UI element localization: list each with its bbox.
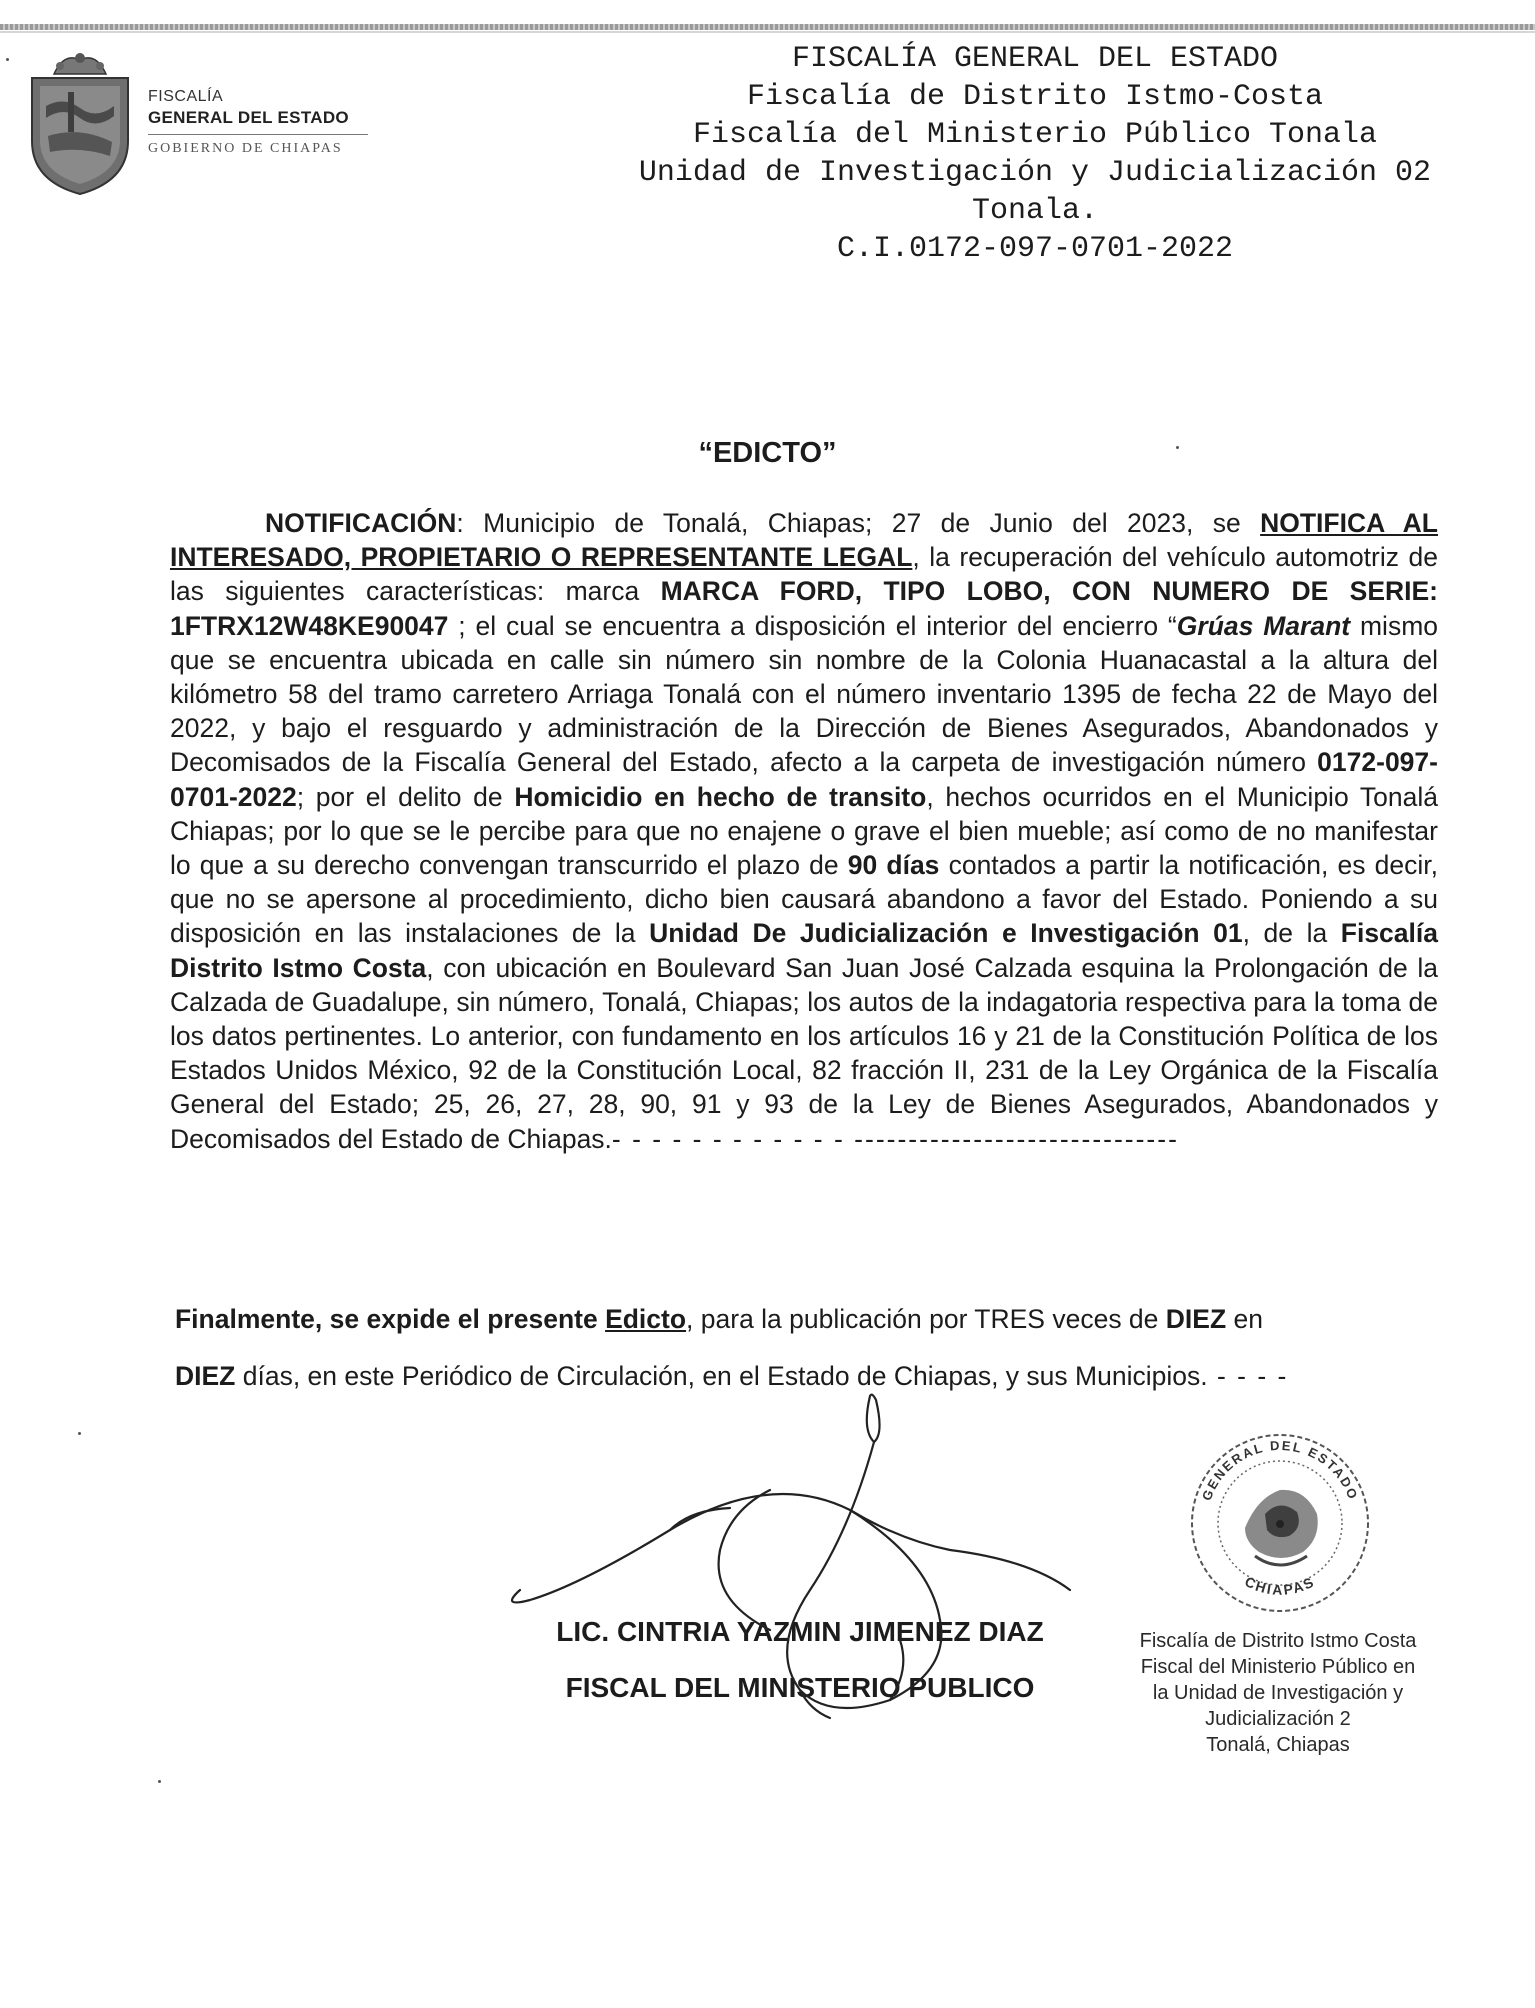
final-dash-filler: - - - - [1207,1361,1289,1391]
header-line-1: FISCALÍA GENERAL DEL ESTADO [791,42,1279,76]
crime-type: Homicidio en hecho de transito [514,781,927,812]
vehicle-intro: , la recuperación del vehículo automotriz de las siguientes características: marca [170,542,1439,607]
signer-name: LIC. CINTRIA YAZMIN JIMENEZ DIAZ [556,1616,1044,1647]
chiapas-shield-logo-icon [24,46,136,196]
logo-gobierno: GOBIERNO DE CHIAPAS [148,141,343,156]
unit-name: Unidad De Judicialización e Investigación 01 [649,918,1243,949]
diez-1: DIEZ [1165,1304,1227,1334]
seal-bottom-text: CHIAPAS [1242,1573,1318,1598]
investigation-number: 0172-097-0701-2022 [170,747,1438,812]
signer-role: FISCAL DEL MINISTERIO PUBLICO [565,1672,1035,1703]
crime-intro: ; por el delito de [296,781,515,812]
crime-details: , hechos ocurridos en el Municipio Tonalá Chiapas; por lo que se le percibe para que no enajene o grave el bien mueble; así como de no manifestar lo que a su derecho convengan transcurrido el plazo de [170,781,1438,881]
seal-caption-line-5: Tonalá, Chiapas [1206,1734,1350,1756]
speck [6,58,9,61]
seal-caption-line-2: Fiscal del Ministerio Público en [1140,1656,1416,1678]
header-line-4: Unidad de Investigación y Judicialización 02 [638,156,1432,190]
speck [1176,446,1179,449]
circulation-text: días, en este Periódico de Circulación, en el Estado de Chiapas, y sus Municipios. [235,1361,1208,1391]
legal-basis: , con ubicación en Boulevard San Juan José Calzada esquina la Prolongación de la Calzada de Guadalupe, sin número, Tonalá, Chiapas; los autos de la indagatoria respectiva para la toma de los datos pertinentes. Lo anterior, con fundamento en los artículos 16 y 21 de la Constitución Política de los Estados Unidos México, 92 de la Constitución Local, 82 fracción II, 231 de la Ley Orgánica de la Fiscalía General del Estado; 25, 26, 27, 28, 90, 91 y 93 de la Ley de Bienes Asegurados, Abandonados y Decomisados del Estado de Chiapas. [170,952,1439,1154]
unit-sep: , de la [1242,918,1341,949]
seal-caption-line-1: Fiscalía de Distrito Istmo Costa [1139,1630,1417,1652]
logo-text-block [148,88,388,157]
logo-fiscalia: FISCALÍA [148,88,224,105]
header-case-number: C.I.0172-097-0701-2022 [836,232,1234,266]
final-paragraph [175,1291,1440,1405]
logo-divider [148,134,368,135]
notification-label: NOTIFICACIÓN [265,508,457,538]
location-details: mismo que se encuentra ubicada en calle sin número sin nombre de la Colonia Huanacastal a la altura del kilómetro 58 del tramo carretero Arriaga Tonalá con el número inventario 1395 de fecha 22 de Mayo del 2022, y bajo el resguardo y administración de la Dirección de Bienes Asegurados, Abandonados y Decomisados de la Fiscalía General del Estado, afecto a la carpeta de investigación número [170,610,1439,778]
seal-caption [1098,1628,1458,1758]
notification-paragraph [170,506,1438,1156]
speck [78,1432,81,1435]
edicto-word: Edicto [605,1304,687,1334]
document-title: “EDICTO” [698,437,837,469]
scan-top-border [0,24,1535,30]
seal-top-text: GENERAL DEL ESTADO [1198,1437,1362,1503]
final-intro: Finalmente, se expide el presente [175,1304,606,1334]
scan-top-border-thin [0,31,1535,33]
tow-company: Grúas Marant [1176,610,1351,641]
deadline-details: contados a partir la notificación, es decir, que no se apersone al procedimiento, dicho bien causará abandono a favor del Estado. Poniendo a su disposición en las instalaciones de la [170,850,1438,949]
header-line-3: Fiscalía del Ministerio Público Tonala [692,118,1378,152]
seal-caption-line-3: la Unidad de Investigación y [1152,1682,1404,1704]
notifica-interesado: NOTIFICA AL INTERESADO, PROPIETARIO O REPRESENTANTE LEGAL [170,508,1438,573]
publication-text: , para la publicación por TRES veces de [686,1304,1166,1334]
dash-filler: - - - - - - - - - - - - ------------------------------ [611,1123,1179,1154]
seal-caption-line-4: Judicialización 2 [1205,1708,1351,1730]
en-word: en [1226,1304,1263,1334]
header-line-5: Tonala. [971,194,1099,228]
official-seal-icon [1185,1428,1375,1618]
deadline-days: 90 días [847,850,940,881]
logo-general-del-estado: GENERAL DEL ESTADO [148,108,349,127]
document-header [560,40,1510,268]
diez-2: DIEZ [175,1361,236,1391]
notification-date: : Municipio de Tonalá, Chiapas; 27 de Junio del 2023, se [456,508,1261,538]
district-name: Fiscalía Distrito Istmo Costa [170,918,1438,983]
handwritten-signature [470,1390,1110,1720]
svg-text:CHIAPAS [1242,1573,1317,1598]
speck [158,1780,161,1783]
vehicle-details: MARCA FORD, TIPO LOBO, CON NUMERO DE SERIE: 1FTRX12W48KE90047 [170,576,1438,641]
custody-intro: ; el cual se encuentra a disposición el interior del encierro “ [448,610,1177,641]
header-line-2: Fiscalía de Distrito Istmo-Costa [746,80,1324,114]
